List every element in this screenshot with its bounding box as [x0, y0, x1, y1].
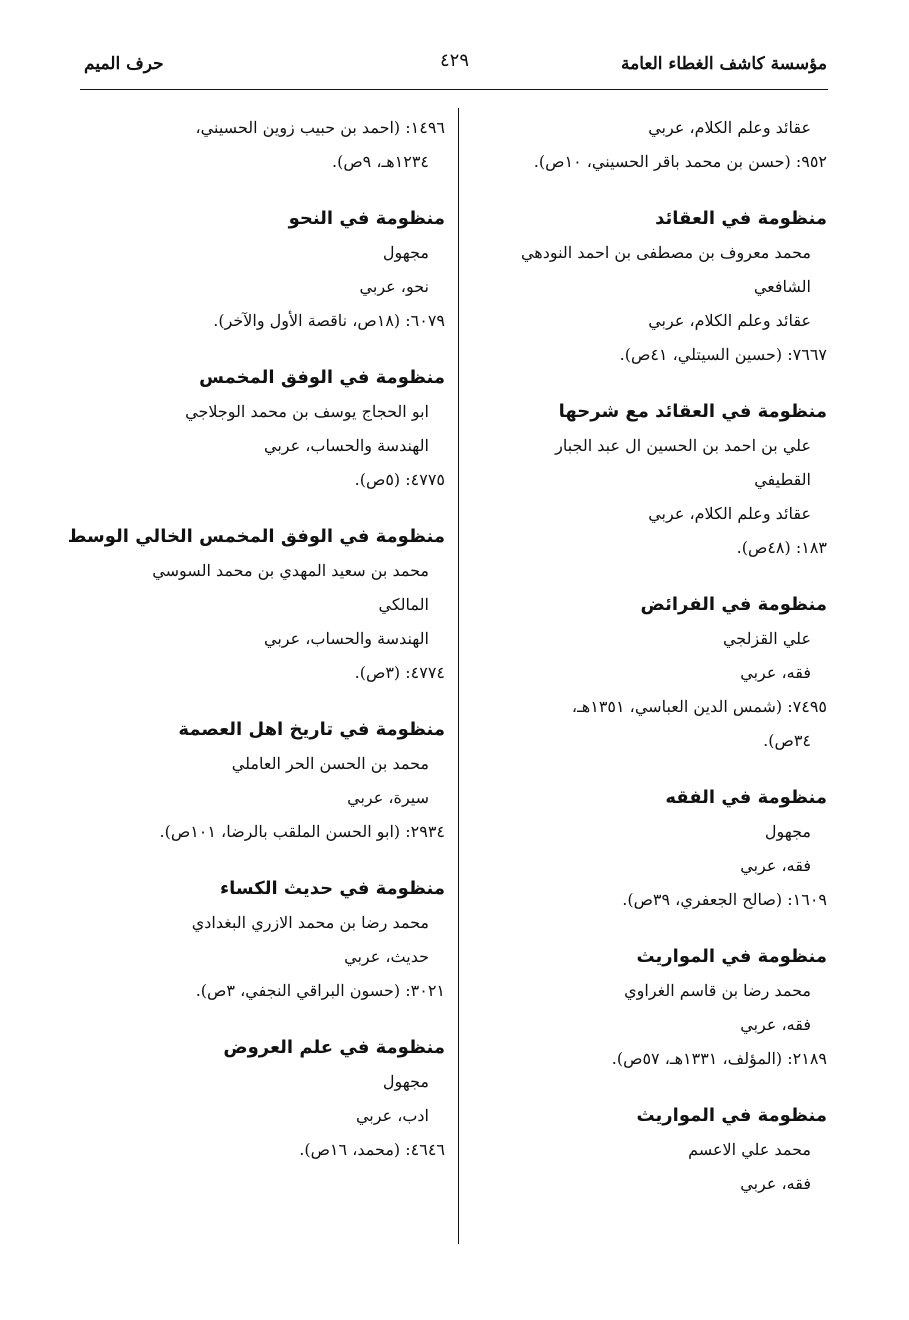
column-divider	[458, 108, 459, 1244]
entry-detail-line: محمد رضا بن قاسم الغراوي	[624, 981, 811, 1000]
entry-detail-line: عقائد وعلم الكلام، عربي	[648, 118, 811, 137]
header-rule	[80, 89, 828, 90]
catalog-entry	[472, 202, 827, 372]
entry-spacer	[75, 849, 445, 872]
entry-detail-line: الهندسة والحساب، عربي	[264, 436, 429, 455]
entry-detail-line: نحو، عربي	[359, 277, 429, 296]
catalog-entry	[75, 111, 445, 179]
catalog-entry	[472, 395, 827, 565]
entry-record-line: ٧٦٦٧: (حسين السيتلي، ٤١ص).	[619, 345, 827, 364]
entry-spacer	[75, 338, 445, 361]
entry-detail-line: مجهول	[382, 1072, 429, 1091]
entry-record-line: ٢١٨٩: (المؤلف، ١٣٣١هـ، ٥٧ص).	[611, 1049, 827, 1068]
entry-record-line: ١٤٩٦: (احمد بن حبيب زوين الحسيني،	[195, 118, 445, 137]
running-header-section: حرف الميم	[84, 54, 164, 74]
entry-spacer	[75, 1008, 445, 1031]
left-column	[67, 111, 445, 1167]
entry-title: منظومة في الوفق المخمس الخالي الوسط	[67, 526, 445, 547]
catalog-entry	[75, 872, 445, 1008]
entry-detail-line: ادب، عربي	[355, 1106, 429, 1125]
entry-spacer	[472, 917, 827, 940]
entry-detail-line: فقه، عربي	[740, 663, 811, 682]
catalog-entry	[472, 781, 827, 917]
entry-detail-line: حديث، عربي	[344, 947, 429, 966]
entry-detail-line: علي بن احمد بن الحسين ال عبد الجبار	[555, 436, 811, 455]
entry-title: منظومة في الفرائض	[640, 594, 827, 615]
entry-title: منظومة في علم العروض	[223, 1037, 445, 1058]
entry-detail-line: محمد علي الاعسم	[688, 1140, 811, 1159]
entry-title: منظومة في العقائد	[655, 208, 827, 229]
catalog-entry	[472, 588, 827, 758]
entry-title: منظومة في المواريث	[636, 946, 827, 967]
entry-detail-line: عقائد وعلم الكلام، عربي	[648, 504, 811, 523]
entry-spacer	[75, 179, 445, 202]
catalog-entry	[472, 1099, 827, 1201]
entry-detail-line: ١٢٣٤هـ، ٩ص).	[331, 152, 429, 171]
catalog-entry	[75, 1031, 445, 1167]
entry-spacer	[472, 179, 827, 202]
entry-record-line: ١٨٣: (٤٨ص).	[736, 538, 827, 557]
entry-detail-line: الهندسة والحساب، عربي	[264, 629, 429, 648]
catalog-entry	[472, 940, 827, 1076]
catalog-entry	[67, 520, 445, 690]
entry-spacer	[472, 565, 827, 588]
page-number: ٤٢٩	[439, 50, 469, 71]
entry-record-line: ٦٠٧٩: (١٨ص، ناقصة الأول والآخر).	[213, 311, 445, 330]
entry-spacer	[75, 690, 445, 713]
entry-detail-line: القطيفي	[754, 470, 811, 489]
entry-spacer	[472, 372, 827, 395]
catalog-entry	[75, 202, 445, 338]
entry-record-line: ١٦٠٩: (صالح الجعفري، ٣٩ص).	[622, 890, 827, 909]
right-column	[472, 111, 827, 1201]
entry-detail-line: فقه، عربي	[740, 1015, 811, 1034]
entry-title: منظومة في تاريخ اهل العصمة	[178, 719, 445, 740]
entry-record-line: ٤٧٧٥: (٥ص).	[354, 470, 445, 489]
entry-title: منظومة في العقائد مع شرحها	[558, 401, 827, 422]
catalog-entry	[75, 361, 445, 497]
entry-detail-line: محمد بن سعيد المهدي بن محمد السوسي	[152, 561, 429, 580]
entry-spacer	[472, 1076, 827, 1099]
entry-record-line: ٣٠٢١: (حسون البراقي النجفي، ٣ص).	[195, 981, 445, 1000]
entry-detail-line: ٣٤ص).	[763, 731, 811, 750]
catalog-entry	[75, 713, 445, 849]
entry-detail-line: ابو الحجاج يوسف بن محمد الوجلاجي	[185, 402, 429, 421]
entry-detail-line: محمد بن الحسن الحر العاملي	[231, 754, 429, 773]
entry-title: منظومة في الفقه	[665, 787, 827, 808]
entry-detail-line: عقائد وعلم الكلام، عربي	[648, 311, 811, 330]
entry-record-line: ٤٦٤٦: (محمد، ١٦ص).	[299, 1140, 445, 1159]
entry-spacer	[75, 497, 445, 520]
entry-detail-line: مجهول	[382, 243, 429, 262]
entry-detail-line: سيرة، عربي	[347, 788, 429, 807]
entry-detail-line: علي القزلجي	[722, 629, 811, 648]
entry-title: منظومة في النحو	[288, 208, 445, 229]
entry-spacer	[472, 758, 827, 781]
entry-title: منظومة في الوفق المخمس	[199, 367, 445, 388]
entry-record-line: ٢٩٣٤: (ابو الحسن الملقب بالرضا، ١٠١ص).	[159, 822, 445, 841]
entry-detail-line: فقه، عربي	[740, 856, 811, 875]
running-header-publisher: مؤسسة كاشف الغطاء العامة	[620, 54, 827, 74]
entry-detail-line: الشافعي	[753, 277, 811, 296]
entry-title: منظومة في المواريث	[636, 1105, 827, 1126]
entry-title: منظومة في حديث الكساء	[219, 878, 445, 899]
entry-detail-line: فقه، عربي	[740, 1174, 811, 1193]
entry-record-line: ٤٧٧٤: (٣ص).	[354, 663, 445, 682]
entry-detail-line: المالكي	[378, 595, 429, 614]
entry-detail-line: مجهول	[764, 822, 811, 841]
entry-record-line: ٩٥٢: (حسن بن محمد باقر الحسيني، ١٠ص).	[533, 152, 827, 171]
entry-detail-line: محمد معروف بن مصطفى بن احمد النودهي	[520, 243, 811, 262]
entry-detail-line: محمد رضا بن محمد الازري البغدادي	[191, 913, 429, 932]
entry-record-line: ٧٤٩٥: (شمس الدين العباسي، ١٣٥١هـ،	[571, 697, 827, 716]
catalog-entry	[472, 111, 827, 179]
